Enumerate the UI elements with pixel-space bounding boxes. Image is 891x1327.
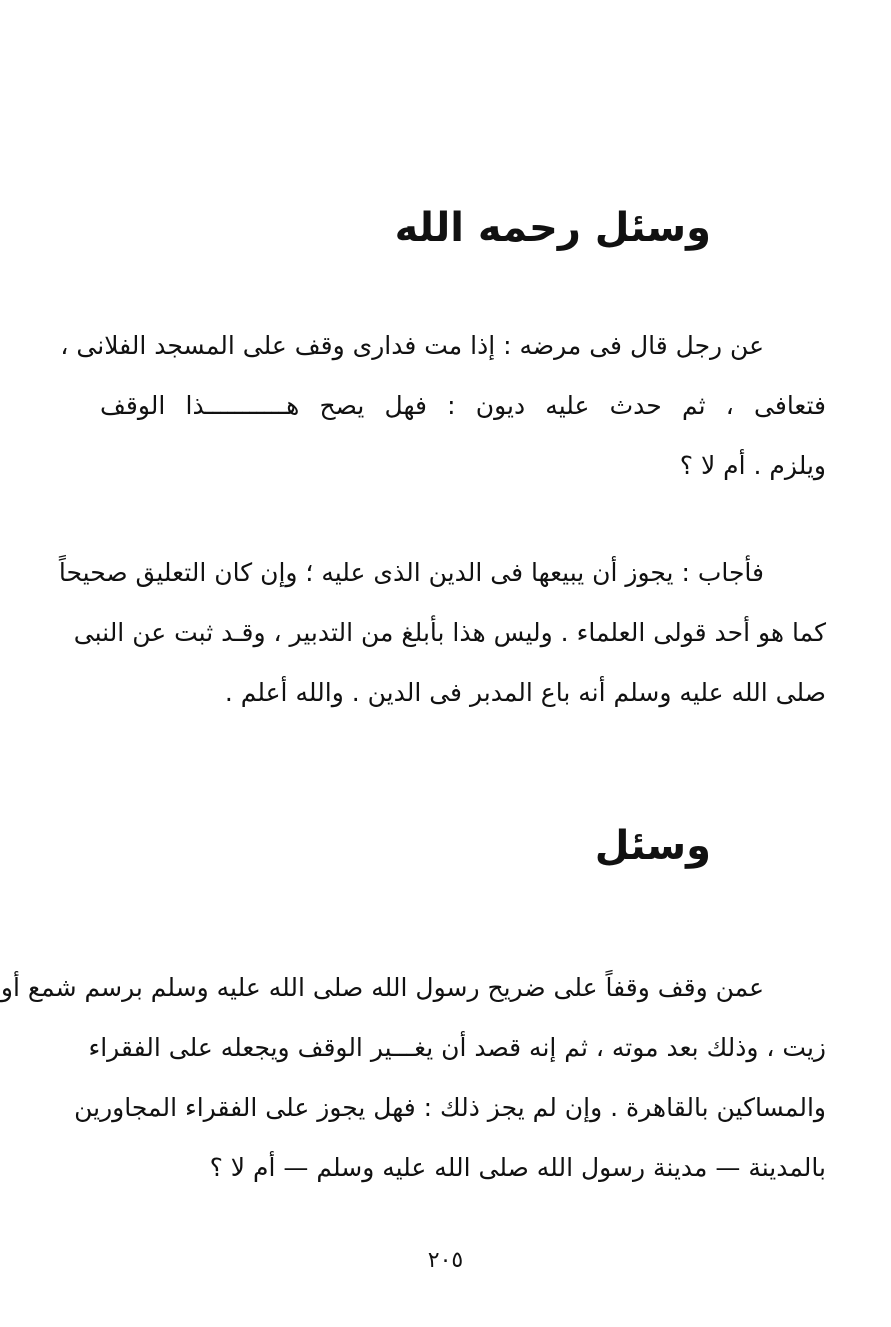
text-line: عمن وقف وقفاً على ضريح رسول الله صلى الله عليه وسلم برسم شمع أو [0, 973, 764, 1002]
question-paragraph [60, 316, 826, 496]
text-line: عن رجل قال فى مرضه : إذا مت فدارى وقف على المسجد الفلانى ، [60, 331, 764, 360]
answer-paragraph [58, 543, 826, 723]
section-heading: وسئل رحمه الله [394, 205, 711, 251]
text-line: زيت ، وذلك بعد موته ، ثم إنه قصد أن يغـــير الوقف ويجعله على الفقراء [88, 1033, 826, 1062]
text-line: بالمدينة — مدينة رسول الله صلى الله عليه وسلم — أم لا ؟ [209, 1153, 826, 1182]
section-heading: وسئل [594, 823, 711, 869]
text-line: كما هو أحد قولى العلماء . وليس هذا بأبلغ من التدبير ، وقـد ثبت عن النبى [73, 618, 826, 647]
text-line: والمساكين بالقاهرة . وإن لم يجز ذلك : فهل يجوز على الفقراء المجاورين [74, 1093, 826, 1122]
text-line: فتعافى ، ثم حدث عليه ديون : فهل يصح هـــــــــــذا الوقف [100, 391, 826, 420]
text-line: فأجاب : يجوز أن يبيعها فى الدين الذى عليه ؛ وإن كان التعليق صحيحاً [58, 558, 764, 587]
page-number: ٢٠٥ [427, 1248, 464, 1273]
question-paragraph [0, 958, 826, 1198]
text-line: ويلزم . أم لا ؟ [679, 451, 826, 480]
text-line: صلى الله عليه وسلم أنه باع المدبر فى الدين . والله أعلم . [224, 678, 826, 707]
